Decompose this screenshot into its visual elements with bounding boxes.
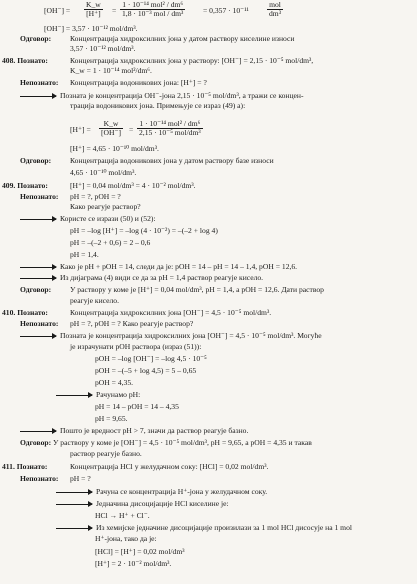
arrow-icon <box>20 278 56 279</box>
line-text: Непознато: <box>20 192 59 201</box>
text-line <box>95 366 196 376</box>
text-line <box>44 6 70 16</box>
line-text: 410. Познато: <box>2 308 48 317</box>
text-line <box>95 402 179 412</box>
arrow-step-line <box>20 426 248 436</box>
line-text: Концентрација водоникових јона у датом раствору базе износи <box>70 156 274 165</box>
text-line <box>20 34 51 44</box>
fraction <box>99 120 123 137</box>
line-text: [H⁺] = 0,04 mol/dm³ = 4 · 10⁻² mol/dm³. <box>70 181 196 190</box>
text-line <box>203 6 249 16</box>
arrow-step-line <box>20 331 322 341</box>
text-line <box>70 202 141 212</box>
text-line <box>95 547 185 557</box>
text-line <box>20 78 58 88</box>
fraction-denominator: [H⁺] <box>86 9 101 18</box>
line-text: [H⁺] = 4,65 · 10⁻¹⁰ mol/dm³. <box>70 144 159 153</box>
fraction-numerator: K_w <box>86 0 101 9</box>
line-text: pH = 9,65. <box>95 414 128 423</box>
text-line <box>20 156 51 166</box>
line-text: Како реагује раствор? <box>70 202 141 211</box>
line-text: трација водоникових јона. Примењује се израз (49) а): <box>70 101 246 110</box>
text-line <box>20 319 58 329</box>
text-line <box>70 308 271 318</box>
arrow-icon <box>20 219 56 220</box>
text-line <box>44 24 138 34</box>
line-text: K_w = 1 · 10⁻¹⁴ mol²/dm⁶. <box>70 66 152 75</box>
line-text: 3,57 · 10⁻¹² mol/dm³. <box>70 44 136 53</box>
line-text: 409. Познато: <box>2 181 48 190</box>
text-line <box>70 238 150 248</box>
text-line <box>70 181 196 191</box>
line-text: Концентрација хидроксилних јона [OH⁻] = 4,5 · 10⁻⁵ mol/dm³. <box>70 308 272 317</box>
text-line <box>70 101 245 111</box>
line-text: 408. Познато: <box>2 56 48 65</box>
arrow-step-line <box>56 499 229 509</box>
line-text: Концентрација HCl у желудачном соку: [HCl] = 0,02 mol/dm³. <box>70 462 269 471</box>
line-text: pOH = 4,35. <box>95 378 134 387</box>
text-line <box>95 378 133 388</box>
line-text: HCl → H⁺ + Cl⁻. <box>95 511 150 520</box>
arrow-icon <box>56 504 92 505</box>
arrow-icon <box>20 336 56 337</box>
text-line <box>20 285 51 295</box>
line-text: pH = ?, pOH = ? Како реагује раствор? <box>70 319 194 328</box>
arrow-step-line <box>56 487 267 497</box>
text-line <box>70 125 91 135</box>
line-text: Непознато: <box>20 319 59 328</box>
arrow-icon <box>56 492 92 493</box>
line-text: Пошто је вредност pH > 7, значи да раствор реагује базно. <box>60 426 249 435</box>
line-text: [H⁺] = <box>70 125 91 134</box>
line-text: [OH⁻] = 3,57 · 10⁻¹² mol/dm³. <box>44 24 138 33</box>
arrow-step-line <box>56 523 352 533</box>
text-line <box>20 438 312 448</box>
fraction-denominator: 1,8 · 10⁻³ mol / dm³ <box>122 9 184 18</box>
arrow-icon <box>56 528 92 529</box>
fraction-numerator: 1 · 10⁻¹⁴ mol² / dm⁶ <box>120 1 185 10</box>
line-text: Позната је концентрација OH⁻-јона 2,15 · 10⁻⁵ mol/dm³, а тражи се концен- <box>60 91 304 100</box>
line-text: реагује кисело. <box>70 296 119 305</box>
fraction-denominator: 2,15 · 10⁻⁵ mol/dm³ <box>139 128 201 137</box>
text-line <box>2 462 47 472</box>
line-text: pH = –(–2 + 0,6) = 2 – 0,6 <box>70 238 151 247</box>
line-text: Непознато: <box>20 474 59 483</box>
line-text: pH = ? <box>70 474 91 483</box>
line-text: Одговор: У раствору у коме је [OH⁻] = 4,5 · 10⁻⁵ mol/dm³, pH = 9,65, а pOH = 4,35 и такав <box>20 438 312 447</box>
line-text: је израчунати pOH раствора (израз (51)): <box>70 342 202 351</box>
text-line <box>70 192 121 202</box>
line-text: Одговор: <box>20 156 52 165</box>
fraction-numerator: mol <box>267 1 283 10</box>
line-text: pH = 1,4. <box>70 250 99 259</box>
line-text: Рачуна се концентрација H⁺-јона у желудачном соку. <box>96 487 268 496</box>
text-line <box>129 125 133 135</box>
line-text: [OH⁻] = <box>44 6 71 15</box>
text-line <box>70 156 274 166</box>
line-text: pH = 14 – pOH = 14 – 4,35 <box>95 402 179 411</box>
line-text: = <box>112 6 117 15</box>
arrow-step-line <box>56 390 140 400</box>
line-text: Концентрација хидроксилних јона у раствору: [OH⁻] = 2,15 · 10⁻⁵ mol/dm³, <box>70 56 314 65</box>
line-text: Једначина дисоцијације HCl киселине је: <box>96 499 229 508</box>
line-text: Непознато: <box>20 78 59 87</box>
line-text: pOH = –(–5 + log 4,5) = 5 – 0,65 <box>95 366 197 375</box>
text-line <box>70 144 159 154</box>
text-line <box>70 285 324 295</box>
text-line <box>70 319 193 329</box>
arrow-step-line <box>20 214 156 224</box>
text-line <box>2 181 48 191</box>
text-line <box>70 342 201 352</box>
text-line <box>95 534 157 544</box>
text-line <box>20 192 58 202</box>
text-line <box>95 414 128 424</box>
line-text: H⁺-јона, тако да је: <box>95 534 157 543</box>
text-line <box>95 354 207 364</box>
line-text: [H⁺] = 2 · 10⁻² mol/dm³. <box>95 559 172 568</box>
line-text: Како је pH + pOH = 14, следи да је: pOH = 14 – pH = 14 – 1,4, pOH = 12,6. <box>60 262 298 271</box>
fraction-denominator: [OH⁻] <box>101 128 122 137</box>
line-text: pOH = –log [OH⁻] = –log 4,5 · 10⁻⁵ <box>95 354 207 363</box>
line-text: 4,65 · 10⁻¹⁰ mol/dm³. <box>70 168 137 177</box>
text-line <box>70 250 99 260</box>
line-text: раствор реагује базно. <box>70 449 142 458</box>
fraction <box>84 1 103 18</box>
text-line <box>70 78 207 88</box>
fraction <box>120 1 185 18</box>
line-text: 411. Познато: <box>2 462 48 471</box>
text-line <box>95 511 150 521</box>
line-text: = <box>129 125 134 134</box>
line-text: [HCl] = [H⁺] = 0,02 mol/dm³ <box>95 547 185 556</box>
text-line <box>70 44 135 54</box>
line-text: Из хемијске једначине дисоцијације произилази за 1 mol HCl дисосује на 1 mol <box>96 523 352 532</box>
line-text: pH = ?, pOH = ? <box>70 192 121 201</box>
arrow-icon <box>20 96 56 97</box>
text-line <box>70 226 218 236</box>
line-text: У раствору у коме је [H⁺] = 0,04 mol/dm³, pH = 1,4, а pOH = 12,6. Дати раствор <box>70 285 324 294</box>
line-text: Користе се изрази (50) и (52): <box>60 214 156 223</box>
text-line <box>70 34 294 44</box>
arrow-icon <box>20 431 56 432</box>
line-text: Позната је концентрација хидроксилних јона [OH⁻] = 4,5 · 10⁻⁵ mol/dm³. Могуће <box>60 331 322 340</box>
fraction-numerator: K_w <box>99 120 123 129</box>
arrow-step-line <box>20 273 263 283</box>
arrow-icon <box>20 267 56 268</box>
text-line <box>70 168 136 178</box>
text-line <box>70 462 268 472</box>
text-line <box>95 559 171 569</box>
line-text: Концентрација хидроксилних јона у датом раствору киселине износи <box>70 34 295 43</box>
text-line <box>2 308 48 318</box>
text-line <box>2 56 48 66</box>
fraction-numerator: 1 · 10⁻¹⁴ mol² / dm⁶ <box>137 120 203 129</box>
text-line <box>70 66 152 76</box>
text-line <box>20 474 58 484</box>
fraction <box>267 1 283 18</box>
line-text: Из дијаграма (4) види се да за pH = 1,4 раствор реагује кисело. <box>60 273 264 282</box>
fraction <box>137 120 203 137</box>
line-text: Рачунамо pH: <box>96 390 141 399</box>
text-line <box>112 6 116 16</box>
text-line <box>70 296 119 306</box>
arrow-step-line <box>20 91 304 101</box>
line-text: = 0,357 · 10⁻¹¹ <box>203 6 249 15</box>
line-text: Концентрација водоникових јона: [H⁺] = ? <box>70 78 207 87</box>
arrow-step-line <box>20 262 297 272</box>
fraction-denominator: dm³ <box>269 9 281 18</box>
text-line <box>70 474 91 484</box>
answer-label: Одговор: <box>20 438 52 447</box>
line-text: Одговор: <box>20 34 52 43</box>
text-line <box>70 449 142 459</box>
text-line <box>70 56 313 66</box>
line-text: Одговор: <box>20 285 52 294</box>
arrow-icon <box>56 395 92 396</box>
line-text: pH = –log [H⁺] = –log (4 · 10⁻²) = –(–2 + log 4) <box>70 226 218 235</box>
